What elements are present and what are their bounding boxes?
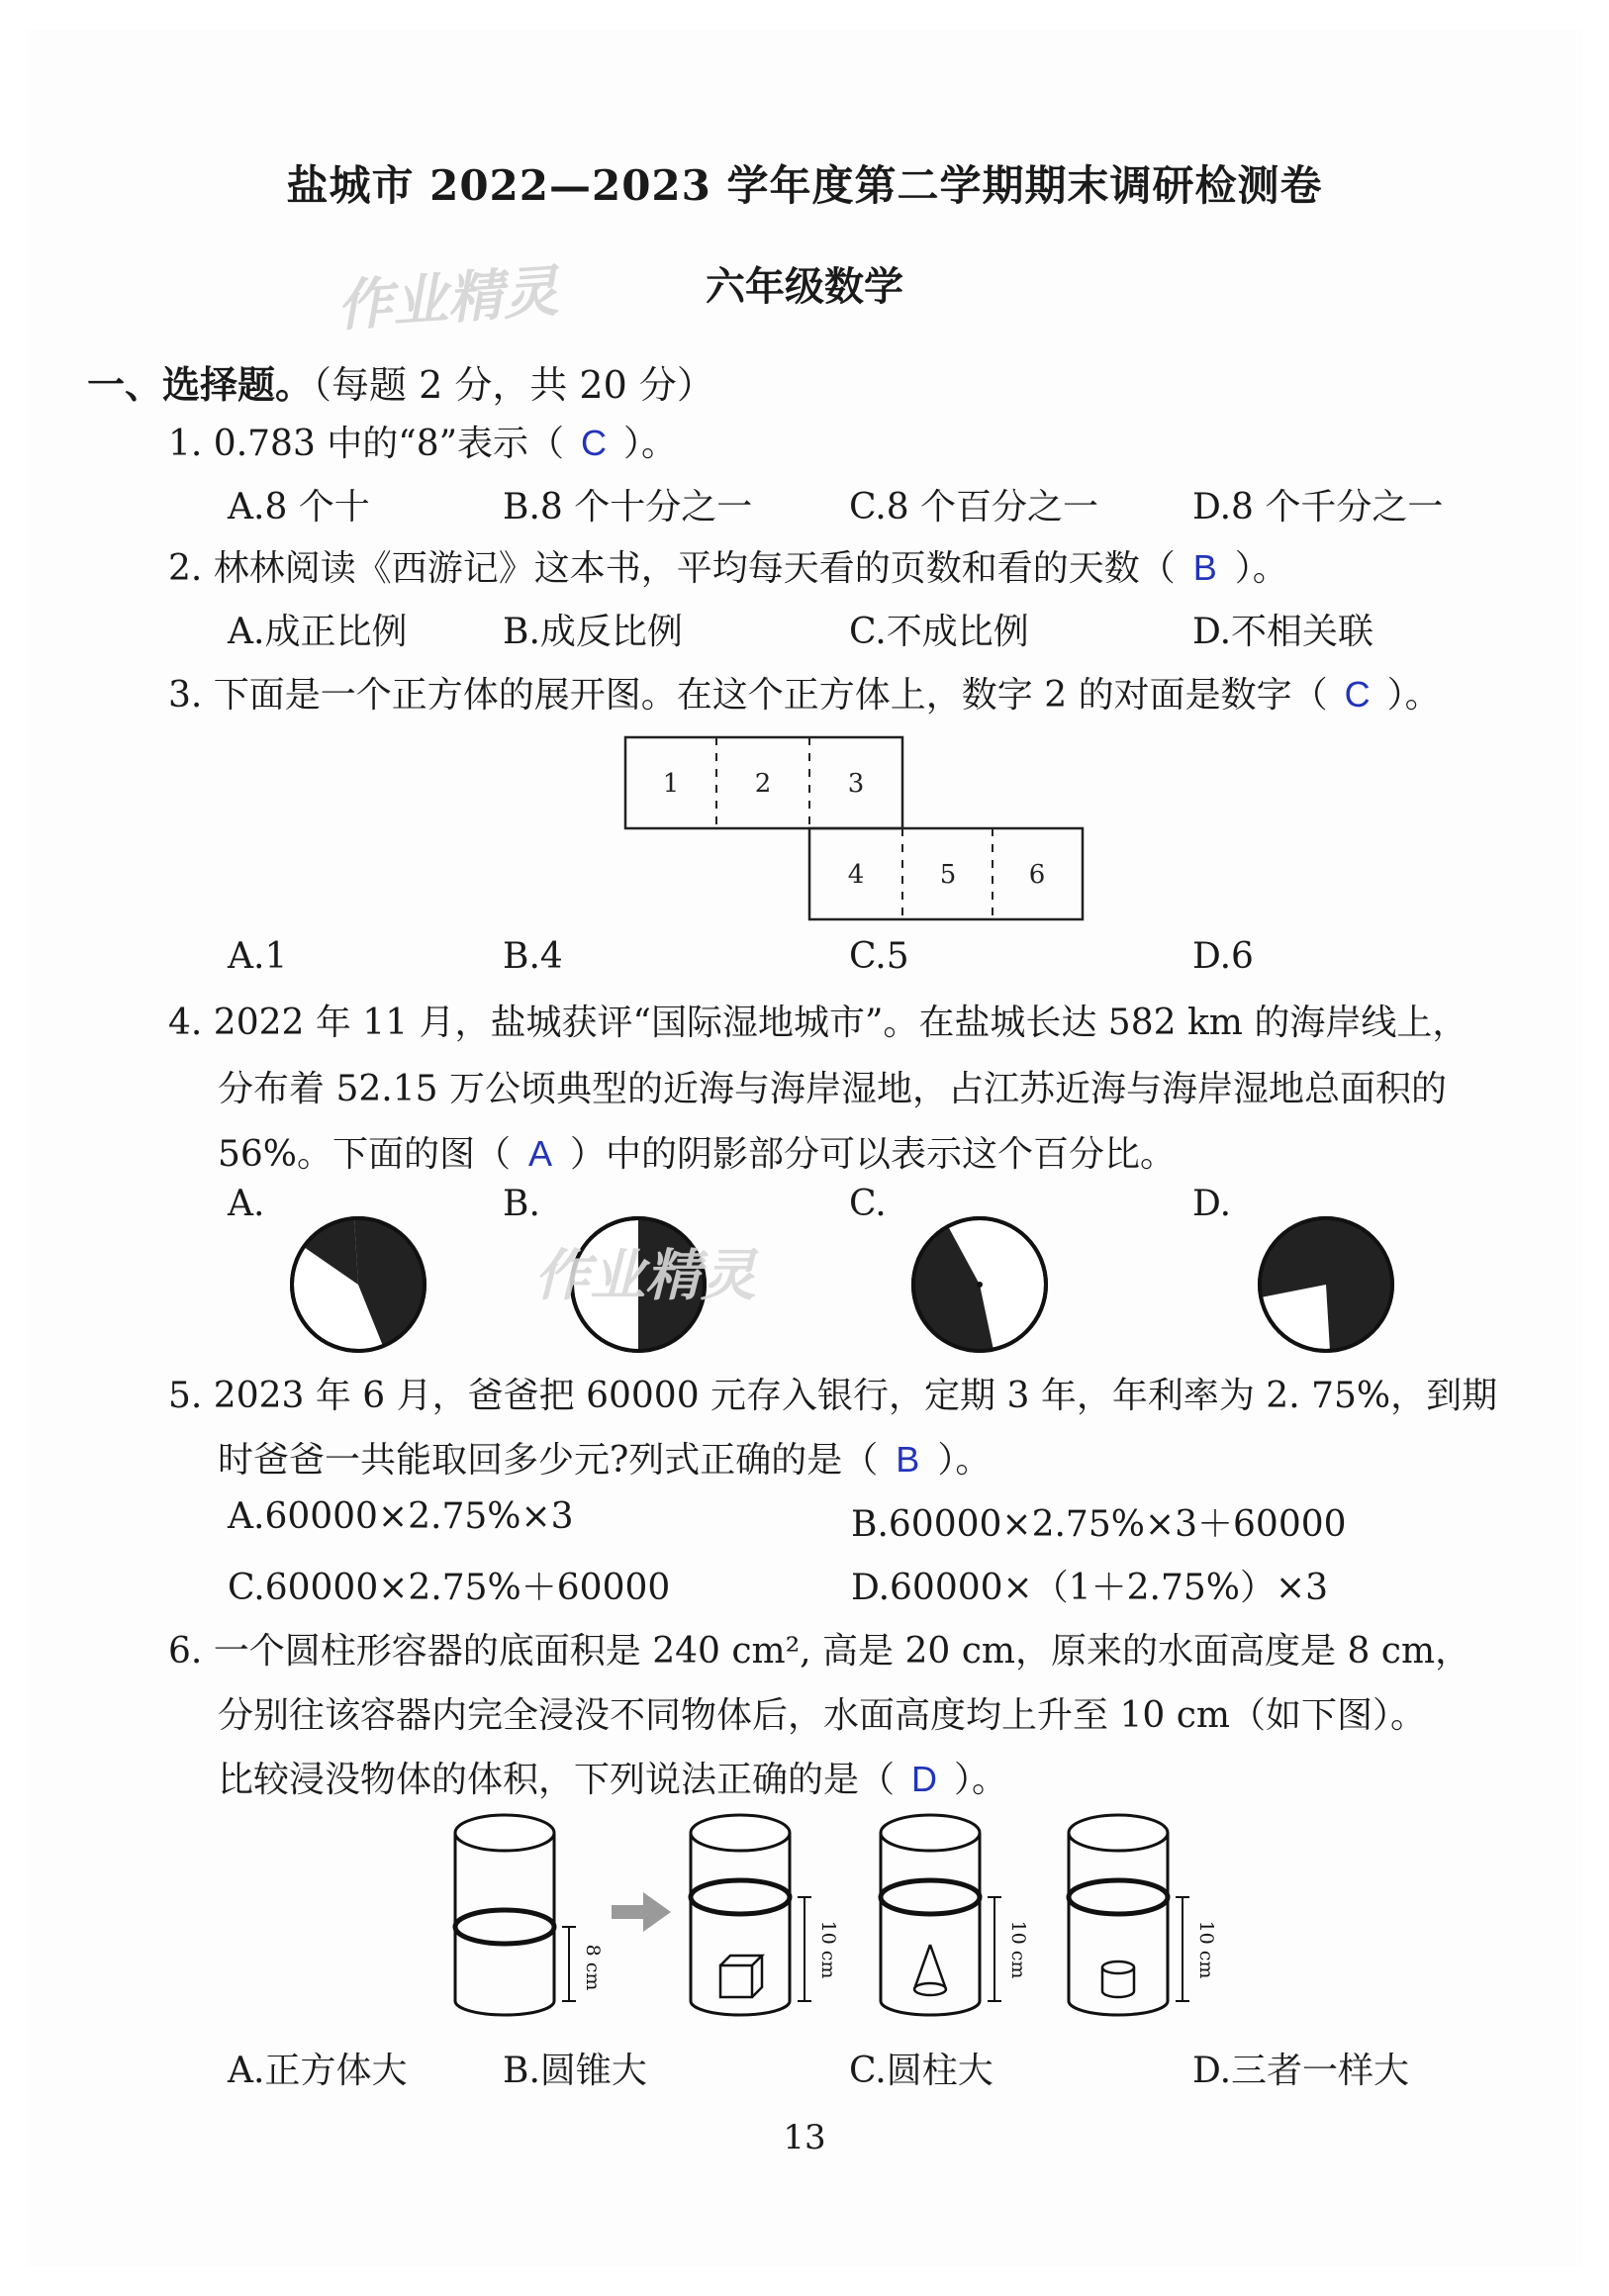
- question-3-option-b: B.4: [503, 936, 563, 977]
- cylinder-containers-figure: [435, 1811, 1267, 2029]
- question-4-stem: 56%。下面的图（ A ）中的阴影部分可以表示这个百分比。: [218, 1133, 1177, 1175]
- question-5-option-c: C.60000×2.75%＋60000: [228, 1568, 671, 1608]
- question-3-option-d: D.6: [1192, 936, 1254, 977]
- question-6-line-2: 分别往该容器内完全浸没不同物体后，水面高度均上升至 10 cm（如下图）。: [218, 1695, 1426, 1736]
- container-cube: [691, 1815, 839, 2015]
- net-number: 3: [847, 769, 865, 799]
- question-1-stem: 1. 0.783 中的“8”表示（ C ）。: [168, 423, 678, 464]
- question-4-option-d: D.: [1192, 1184, 1232, 1224]
- section-title: 一、选择题。: [87, 362, 314, 407]
- question-4-option-a: A.: [228, 1184, 265, 1224]
- question-6-option-c: C.圆柱大: [849, 2051, 994, 2091]
- question-6-option-b: B.圆锥大: [503, 2051, 647, 2091]
- net-number: 6: [1028, 860, 1046, 890]
- height-label: 10 cm: [817, 1920, 839, 1979]
- net-number: 1: [662, 769, 680, 799]
- cube-net-figure: [614, 727, 1088, 925]
- question-4-line-2: 分布着 52.15 万公顷典型的近海与海岸湿地，占江苏近海与海岸湿地总面积的: [218, 1069, 1447, 1109]
- small-cylinder-object: [1102, 1961, 1134, 1997]
- question-5-answer: B: [896, 1439, 920, 1480]
- question-2-option-a: A.成正比例: [228, 612, 408, 652]
- question-2-option-c: C.不成比例: [849, 612, 1029, 652]
- question-5-option-d: D.60000×（1＋2.75%）×3: [851, 1568, 1329, 1608]
- net-number: 2: [754, 769, 772, 799]
- cube-object: [720, 1956, 762, 1997]
- question-6-option-d: D.三者一样大: [1192, 2051, 1410, 2091]
- question-1-answer: C: [581, 423, 608, 463]
- water-surface: [691, 1880, 790, 1914]
- question-1-option-d: D.8 个千分之一: [1192, 487, 1444, 527]
- question-3-option-c: C.5: [849, 936, 909, 977]
- water-surface: [455, 1910, 554, 1944]
- question-4-option-c: C.: [849, 1184, 887, 1224]
- question-4-line-1: 4. 2022 年 11 月，盐城获评“国际湿地城市”。在盐城长达 582 km 的海岸线上，: [168, 1003, 1468, 1043]
- question-2-option-d: D.不相关联: [1192, 612, 1374, 652]
- question-4-answer: A: [528, 1133, 553, 1174]
- section-note: （每题 2 分，共 20 分）: [313, 363, 714, 407]
- page-number: 13: [783, 2118, 826, 2157]
- height-label: 8 cm: [582, 1944, 604, 1991]
- question-6-answer: D: [911, 1759, 938, 1799]
- pie-options-figure: [277, 1212, 1415, 1361]
- container-original: [455, 1815, 604, 2015]
- watermark-middle: 作业精灵: [534, 1244, 756, 1308]
- question-3-answer: C: [1344, 674, 1371, 715]
- section-heading: [87, 354, 714, 409]
- question-5-stem: 时爸爸一共能取回多少元?列式正确的是（ B ）。: [218, 1439, 992, 1481]
- question-2-option-b: B.成反比例: [503, 612, 683, 652]
- question-6-stem: 比较浸没物体的体积，下列说法正确的是（ D ）。: [218, 1759, 1008, 1800]
- question-1-option-b: B.8 个十分之一: [503, 487, 753, 527]
- question-2-answer: B: [1192, 547, 1217, 588]
- question-6-line-1: 6. 一个圆柱形容器的底面积是 240 cm², 高是 20 cm，原来的水面高度是 8 cm，: [168, 1631, 1471, 1672]
- height-label: 10 cm: [1007, 1920, 1029, 1979]
- question-3-stem: 3. 下面是一个正方体的展开图。在这个正方体上，数字 2 的对面是数字（ C ）。: [168, 674, 1441, 716]
- question-6-option-a: A.正方体大: [228, 2051, 408, 2091]
- pie-option-a: [292, 1218, 425, 1351]
- water-surface: [1069, 1880, 1168, 1914]
- height-label: 10 cm: [1195, 1920, 1217, 1979]
- question-1-option-c: C.8 个百分之一: [849, 487, 1099, 527]
- question-5-line-1: 5. 2023 年 6 月，爸爸把 60000 元存入银行，定期 3 年，年利率为 2. 75%，到期: [168, 1376, 1498, 1416]
- container-cone: [881, 1815, 1029, 2015]
- question-2-stem: 2. 林林阅读《西游记》这本书，平均每天看的页数和看的天数（ B ）。: [168, 547, 1288, 589]
- arrow-icon: [612, 1892, 671, 1932]
- question-3-option-a: A.1: [228, 936, 288, 977]
- page-subtitle: 六年级数学: [706, 263, 903, 310]
- container-cylinder: [1069, 1815, 1217, 2015]
- pie-option-c: [911, 1218, 1046, 1352]
- cone-object: [914, 1945, 946, 1995]
- net-number: 5: [939, 860, 957, 890]
- pie-option-d: [1260, 1218, 1392, 1351]
- water-surface: [881, 1880, 980, 1914]
- question-5-option-b: B.60000×2.75%×3＋60000: [851, 1504, 1347, 1545]
- question-5-option-a: A.60000×2.75%×3: [228, 1496, 574, 1537]
- net-number: 4: [847, 860, 865, 890]
- page-title: 盐城市 2022—2023 学年度第二学期期末调研检测卷: [286, 161, 1323, 210]
- watermark-top: 作业精灵: [334, 259, 561, 339]
- question-1-option-a: A.8 个十: [228, 487, 370, 527]
- question-4-option-b: B.: [503, 1184, 540, 1224]
